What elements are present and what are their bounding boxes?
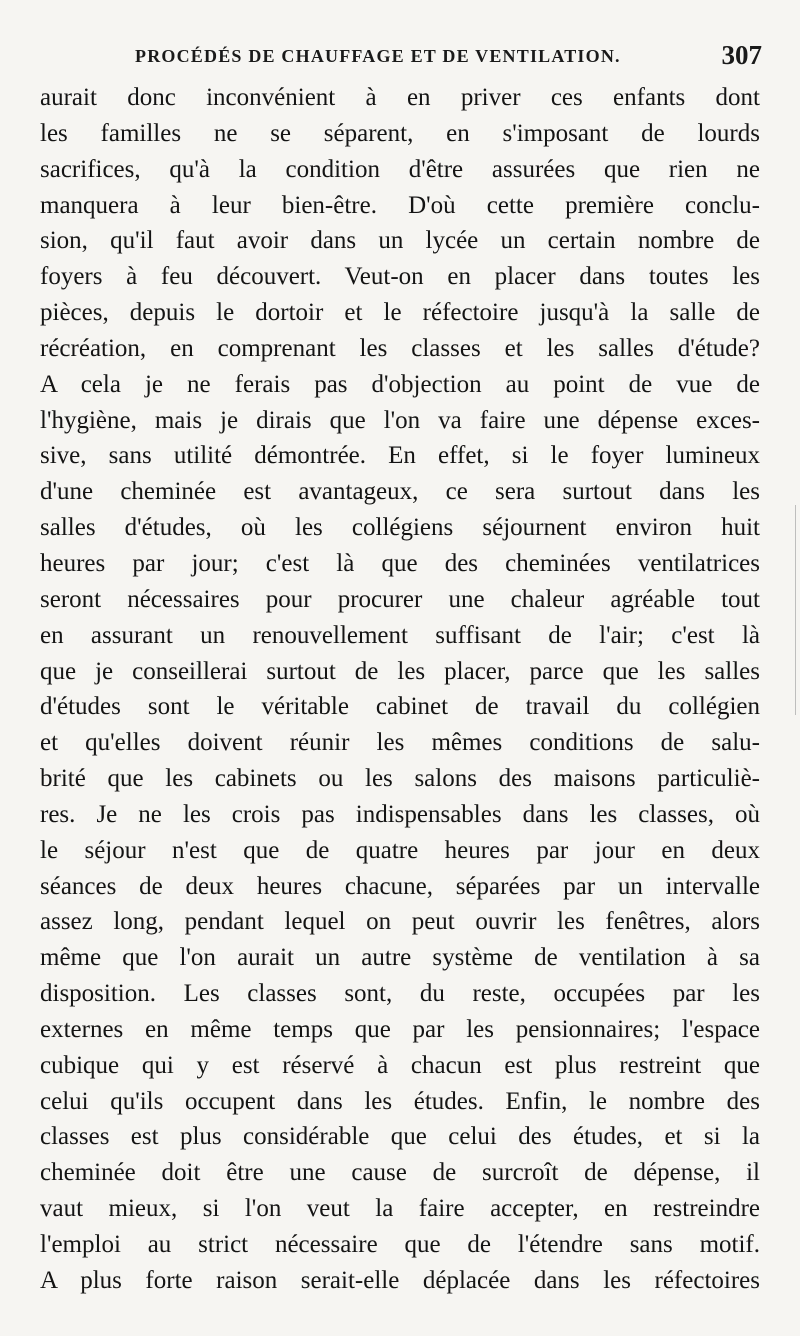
page-number: 307 [721,40,762,70]
text-line: disposition. Les classes sont, du reste, occupées par les [40,980,760,1008]
body-text [40,80,760,1299]
text-line: sion, qu'il faut avoir dans un lycée un certain nombre de [40,227,760,255]
text-line: l'hygiène, mais je dirais que l'on va faire une dépense exces- [40,406,760,434]
text-line: les familles ne se séparent, en s'imposant de lourds [40,119,760,147]
text-line: et qu'elles doivent réunir les mêmes conditions de salu- [40,729,760,757]
text-line: en assurant un renouvellement suffisant de l'air; c'est là [40,621,760,649]
text-line: cubique qui y est réservé à chacun est plus restreint que [40,1051,760,1079]
text-line: sacrifices, qu'à la condition d'être assurées que rien ne [40,155,760,183]
text-line: aurait donc inconvénient à en priver ces enfants dont [40,84,760,111]
text-line: vaut mieux, si l'on veut la faire accepter, en restreindre [40,1195,760,1223]
text-line: d'études sont le véritable cabinet de travail du collégien [40,693,760,721]
text-line: foyers à feu découvert. Veut-on en placer dans toutes les [40,263,760,291]
text-line: celui qu'ils occupent dans les études. Enfin, le nombre des [40,1087,760,1115]
running-head [40,40,762,76]
text-line: manquera à leur bien-être. D'où cette première conclu- [40,191,760,219]
text-line: récréation, en comprenant les classes et les salles d'étude? [40,334,760,362]
text-line: salles d'études, où les collégiens séjournent environ huit [40,514,760,542]
text-line: même que l'on aurait un autre système de ventilation à sa [40,944,760,972]
text-line: pièces, depuis le dortoir et le réfectoire jusqu'à la salle de [40,299,760,327]
text-line: d'une cheminée est avantageux, ce sera surtout dans les [40,478,760,506]
text-line: A cela je ne ferais pas d'objection au point de vue de [40,370,760,398]
text-line: A plus forte raison serait-elle déplacée dans les réfectoires [40,1266,760,1294]
text-line: sive, sans utilité démontrée. En effet, si le foyer lumineux [40,442,760,470]
text-line: classes est plus considérable que celui des études, et si la [40,1123,760,1151]
page-edge-mark [795,505,796,715]
text-line: heures par jour; c'est là que des cheminées ventilatrices [40,549,760,577]
text-line: l'emploi au strict nécessaire que de l'étendre sans motif. [40,1231,760,1258]
text-line: externes en même temps que par les pensionnaires; l'espace [40,1015,760,1043]
text-line: cheminée doit être une cause de surcroît de dépense, il [40,1159,760,1187]
text-line: res. Je ne les crois pas indispensables dans les classes, où [40,800,760,828]
text-line: le séjour n'est que de quatre heures par jour en deux [40,836,760,864]
text-line: que je conseillerai surtout de les placer, parce que les salles [40,657,760,685]
text-line: assez long, pendant lequel on peut ouvrir les fenêtres, alors [40,908,760,936]
text-line: seront nécessaires pour procurer une chaleur agréable tout [40,585,760,613]
text-line: séances de deux heures chacune, séparées par un intervalle [40,872,760,900]
text-line: brité que les cabinets ou les salons des maisons particuliè- [40,765,760,793]
running-title: PROCÉDÉS DE CHAUFFAGE ET DE VENTILATION. [135,46,621,66]
